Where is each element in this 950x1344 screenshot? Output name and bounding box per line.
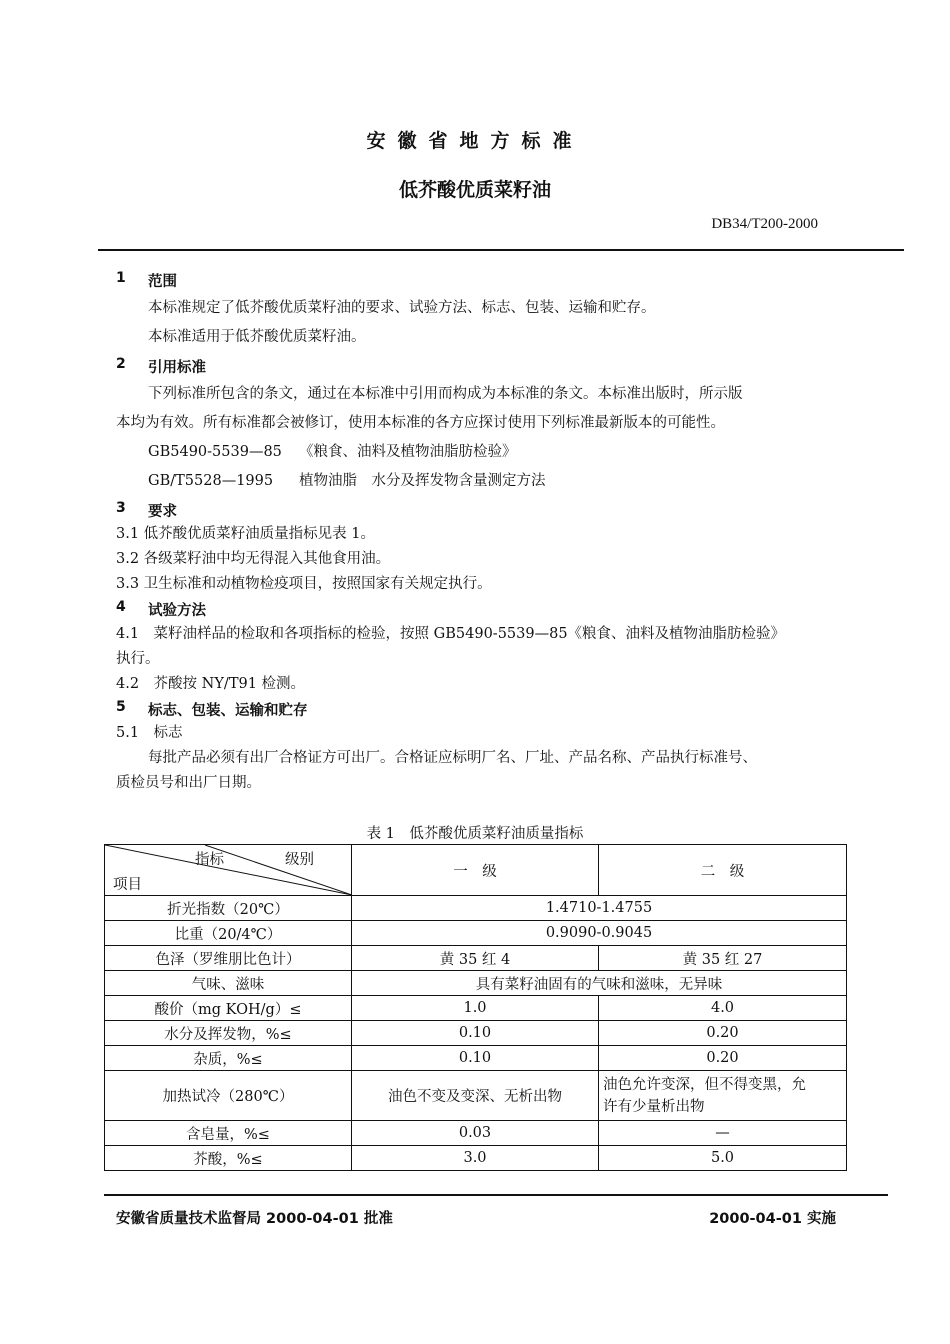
row-grade-1-value: 0.03 bbox=[352, 1121, 599, 1146]
section-1-paragraph-2: 本标准适用于低芥酸优质菜籽油。 bbox=[148, 329, 366, 345]
row-grade-2-value bbox=[599, 1071, 847, 1121]
approval-note: 安徽省质量技术监督局 2000-04-01 批准 bbox=[116, 1211, 393, 1227]
requirement-item: 3.1 低芥酸优质菜籽油质量指标见表 1。 bbox=[116, 526, 376, 542]
reference-code: GB5490-5539—85 bbox=[148, 444, 282, 460]
table-row bbox=[105, 921, 847, 946]
table-row bbox=[105, 1071, 847, 1121]
section-3-title: 要求 bbox=[148, 504, 177, 520]
table-row bbox=[105, 896, 847, 921]
test-method-item-1-line-1: 4.1 菜籽油样品的检取和各项指标的检验，按照 GB5490-5539—85《粮食、油料及植物油脂肪检验》 bbox=[116, 626, 786, 642]
standard-code: DB34/T200-2000 bbox=[711, 216, 818, 232]
table-row bbox=[105, 1146, 847, 1171]
row-grade-2-value-line-2: 许有少量析出物 bbox=[603, 1098, 705, 1115]
org-title: 安徽省地方标准 bbox=[366, 130, 584, 152]
header-divider bbox=[98, 249, 904, 251]
row-merged-value: 1.4710-1.4755 bbox=[352, 896, 847, 921]
row-grade-2-value: 黄 35 红 27 bbox=[599, 946, 847, 971]
row-item: 比重（20/4℃） bbox=[105, 921, 352, 946]
test-method-item-1-line-2: 执行。 bbox=[116, 651, 160, 667]
section-1-number: 1 bbox=[116, 270, 126, 286]
row-item: 加热试冷（280℃） bbox=[105, 1071, 352, 1121]
quality-spec-table bbox=[104, 844, 847, 1171]
requirement-item: 3.3 卫生标准和动植物检疫项目，按照国家有关规定执行。 bbox=[116, 576, 492, 592]
section-5-paragraph-line-1: 每批产品必须有出厂合格证方可出厂。合格证应标明厂名、厂址、产品名称、产品执行标准号、 bbox=[148, 750, 757, 766]
row-item: 酸价（mg KOH/g）≤ bbox=[105, 996, 352, 1021]
reference-title: 《粮食、油料及植物油脂肪检验》 bbox=[299, 444, 517, 460]
header-indicator-label: 指标 bbox=[195, 852, 224, 868]
section-1-title: 范围 bbox=[148, 274, 177, 290]
header-diagonal-lines bbox=[105, 845, 352, 896]
row-grade-1-value: 油色不变及变深、无析出物 bbox=[352, 1071, 599, 1121]
diagonal-header-cell bbox=[105, 845, 352, 896]
row-grade-2-value: 0.20 bbox=[599, 1046, 847, 1071]
section-2-paragraph-line-1: 下列标准所包含的条文，通过在本标准中引用而构成为本标准的条文。本标准出版时，所示版 bbox=[148, 386, 743, 402]
row-merged-value: 0.9090-0.9045 bbox=[352, 921, 847, 946]
row-grade-1-value: 0.10 bbox=[352, 1046, 599, 1071]
row-merged-value: 具有菜籽油固有的气味和滋味，无异味 bbox=[352, 971, 847, 996]
row-item: 色泽（罗维朋比色计） bbox=[105, 946, 352, 971]
table-header-row bbox=[105, 845, 847, 896]
section-4-title: 试验方法 bbox=[148, 603, 206, 619]
row-item: 水分及挥发物，%≤ bbox=[105, 1021, 352, 1046]
header-grade-2: 二 级 bbox=[599, 845, 847, 896]
section-2-title: 引用标准 bbox=[148, 360, 206, 376]
header-item-label: 项目 bbox=[113, 877, 142, 893]
row-grade-2-value: 5.0 bbox=[599, 1146, 847, 1171]
table-row bbox=[105, 1046, 847, 1071]
table-row bbox=[105, 946, 847, 971]
table-row bbox=[105, 996, 847, 1021]
row-item: 气味、滋味 bbox=[105, 971, 352, 996]
row-grade-1-value: 黄 35 红 4 bbox=[352, 946, 599, 971]
reference-title: 植物油脂 水分及挥发物含量测定方法 bbox=[299, 473, 546, 489]
row-grade-2-value-line-1: 油色允许变深，但不得变黑，允 bbox=[603, 1076, 806, 1093]
row-item: 折光指数（20℃） bbox=[105, 896, 352, 921]
row-grade-2-value: 4.0 bbox=[599, 996, 847, 1021]
header-grade-1: 一 级 bbox=[352, 845, 599, 896]
section-5-title: 标志、包装、运输和贮存 bbox=[148, 703, 308, 719]
section-1-paragraph-1: 本标准规定了低芥酸优质菜籽油的要求、试验方法、标志、包装、运输和贮存。 bbox=[148, 300, 656, 316]
section-5-number: 5 bbox=[116, 699, 126, 715]
effective-date-note: 2000-04-01 实施 bbox=[709, 1211, 836, 1227]
row-grade-1-value: 0.10 bbox=[352, 1021, 599, 1046]
footer-divider bbox=[104, 1194, 888, 1196]
row-grade-2-value: 0.20 bbox=[599, 1021, 847, 1046]
row-item: 含皂量，%≤ bbox=[105, 1121, 352, 1146]
table-row bbox=[105, 971, 847, 996]
standard-title: 低芥酸优质菜籽油 bbox=[398, 179, 551, 201]
row-grade-2-value: — bbox=[599, 1121, 847, 1146]
row-grade-1-value: 1.0 bbox=[352, 996, 599, 1021]
requirement-item: 3.2 各级菜籽油中均无得混入其他食用油。 bbox=[116, 551, 391, 567]
table-caption: 表 1 低芥酸优质菜籽油质量指标 bbox=[366, 826, 584, 842]
row-grade-1-value: 3.0 bbox=[352, 1146, 599, 1171]
header-grade-label: 级别 bbox=[285, 852, 314, 868]
section-5-paragraph-line-2: 质检员号和出厂日期。 bbox=[116, 775, 261, 791]
table-row bbox=[105, 1021, 847, 1046]
section-4-number: 4 bbox=[116, 599, 126, 615]
row-item: 杂质，%≤ bbox=[105, 1046, 352, 1071]
section-3-number: 3 bbox=[116, 500, 126, 516]
reference-code: GB/T5528—1995 bbox=[148, 473, 274, 489]
table-row bbox=[105, 1121, 847, 1146]
row-item: 芥酸，%≤ bbox=[105, 1146, 352, 1171]
section-2-number: 2 bbox=[116, 356, 126, 372]
test-method-item-2: 4.2 芥酸按 NY/T91 检测。 bbox=[116, 676, 306, 692]
section-2-paragraph-line-2: 本均为有效。所有标准都会被修订，使用本标准的各方应探讨使用下列标准最新版本的可能性。 bbox=[116, 415, 725, 431]
section-5-subheading: 5.1 标志 bbox=[116, 725, 183, 741]
